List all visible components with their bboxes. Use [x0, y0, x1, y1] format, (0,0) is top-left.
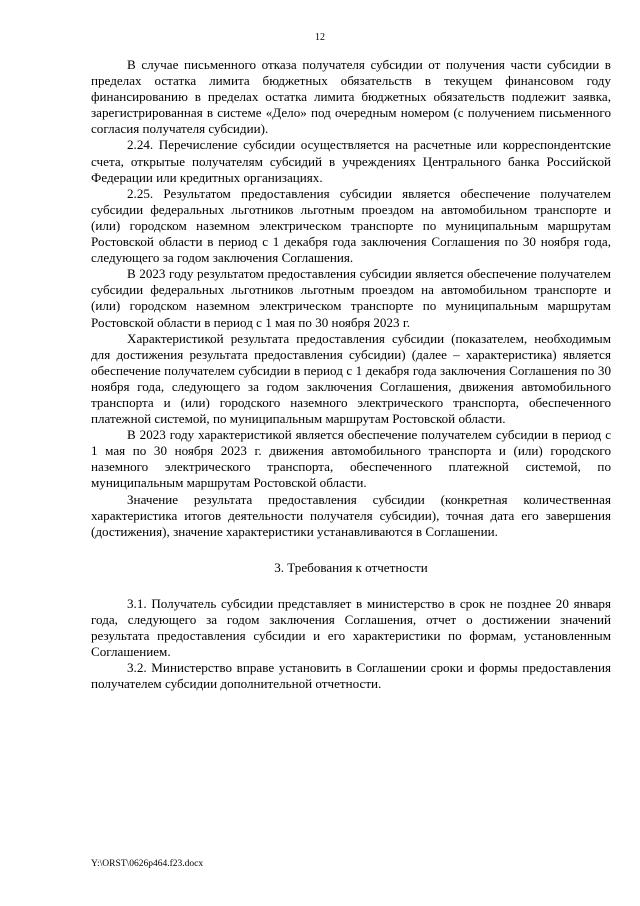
- paragraph-2023-result: В 2023 году результатом предоставления субсидии является обеспечение получателем субсидии федеральных льготников льготным проездом на автомобильном транспорте и (или) городском наземном электрическом транспорте по муниципальным маршрутам Ростовской области в период с 1 мая по 30 ноября 2023 г.: [91, 266, 611, 330]
- paragraph-result-value: Значение результата предоставления субсидии (конкретная количественная характеристика итогов деятельности получателя субсидии), точная дата его завершения (достижения), значение характеристики устанавливаются в Соглашении.: [91, 491, 611, 539]
- section-heading: 3. Требования к отчетности: [274, 559, 428, 575]
- paragraph-refusal-clause: В случае письменного отказа получателя субсидии от получения части субсидии в пределах остатка лимита бюджетных обязательств в текущем финансовом году финансированию в пределах остатка лимита бюджетных обязательств подлежит заявка, зарегистрированная в системе «Дело» под очередным номером (с получением письменного согласия получателя субсидии).: [91, 57, 611, 137]
- paragraph-2-25: 2.25. Результатом предоставления субсидии является обеспечение получателем субсидии федеральных льготников льготным проездом на автомобильном транспорте и (или) городском наземном электрическом транспорте по муниципальным маршрутам Ростовской области в период с 1 декабря года заключения Соглашения по 30 ноября года, следующего за годом заключения Соглашения.: [91, 185, 611, 266]
- paragraph-2-24: 2.24. Перечисление субсидии осуществляется на расчетные или корреспондентские счета, открытые получателям субсидий в учреждениях Центрального банка Российской Федерации или кредитных организациях.: [91, 137, 611, 185]
- paragraph-characteristic: Характеристикой результата предоставления субсидии (показателем, необходимым для достижения результата предоставления субсидии) (далее – характеристика) является обеспечение получателем субсидии в период с 1 декабря года заключения Соглашения по 30 ноября года, следующего за годом заключения Соглашения, движения автомобильного транспорта и (или) городского наземного электрического транспорта, обеспеченного платежной системой, по муниципальным маршрутам Ростовской области.: [91, 330, 611, 427]
- page-number: 12: [315, 32, 325, 43]
- paragraph-2023-characteristic: В 2023 году характеристикой является обеспечение получателем субсидии в период с 1 мая по 30 ноября 2023 г. движения автомобильного транспорта и (или) городского наземного электрического транспорта, обеспеченного платежной системой, по муниципальным маршрутам Ростовской области.: [91, 427, 611, 491]
- document-body: [91, 57, 611, 692]
- paragraph-3-1: 3.1. Получатель субсидии представляет в министерство в срок не позднее 20 января года, следующего за годом заключения Соглашения, отчет о достижении значений результата предоставления субсидии и его характеристики по формам, установленным Соглашением.: [91, 595, 611, 660]
- paragraph-3-2: 3.2. Министерство вправе установить в Соглашении сроки и формы предоставления получателем субсидии дополнительной отчетности.: [91, 660, 611, 692]
- footer-file-path: Y:\ORST\0626p464.f23.docx: [91, 859, 204, 869]
